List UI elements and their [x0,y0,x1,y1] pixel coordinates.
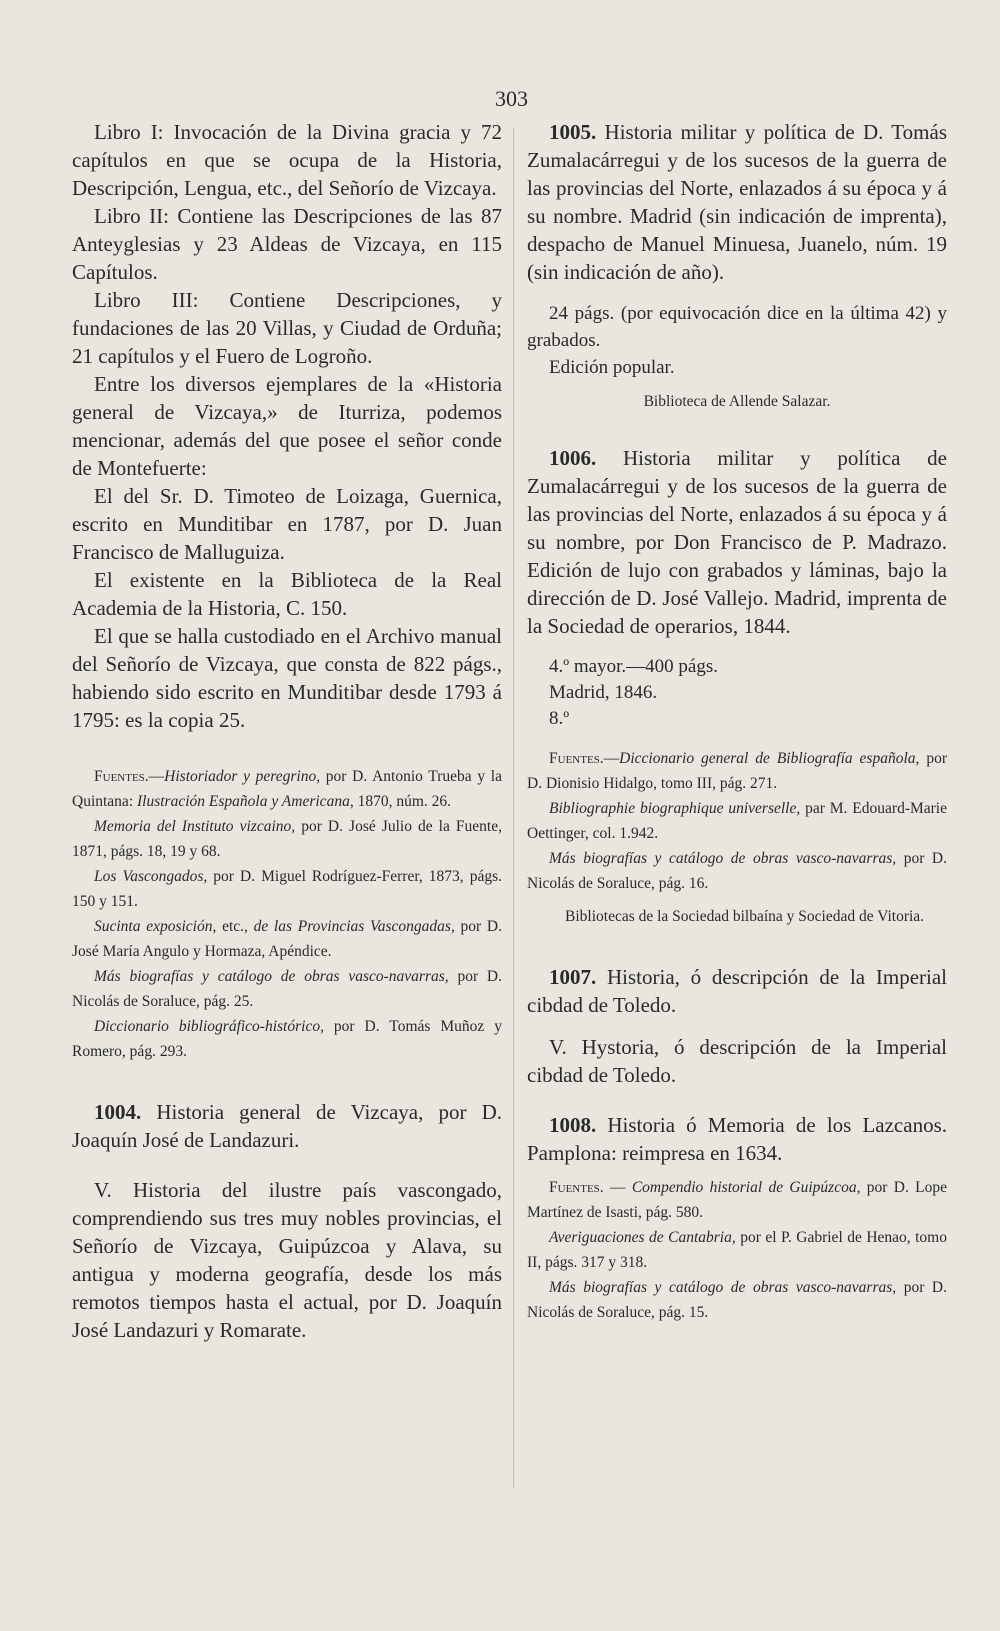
left-column [72,118,502,1344]
page-number: 303 [495,86,528,111]
entry-1007-body: V. Hystoria, ó descripción de la Imperial cibdad de Toledo. [527,1035,947,1087]
column-divider [513,128,514,1488]
fuente-1006-3: Más biografías y catálogo de obras vasco-navarras, por D. Nicolás de Soraluce, pág. 16. [527,850,948,892]
right-column [527,118,947,1325]
entry-1005 [527,118,947,414]
entry-1006-madrid: Madrid, 1846. [549,682,658,703]
entry-1008 [527,1111,947,1167]
fuente-1008-3: Más biografías y catálogo de obras vasco-navarras, por D. Nicolás de Soraluce, pág. 15. [527,1279,948,1321]
ejemplares-intro: Entre los diversos ejemplares de la «Historia general de Vizcaya,» de Iturriza, podemos mencionar, además del que posee el señor conde de Montefuerte: [72,372,502,480]
fuente-5: Más biografías y catálogo de obras vasco-navarras, por D. Nicolás de Soraluce, pág. 25. [72,968,503,1010]
fuente-1: Fuentes.—Historiador y peregrino, por D. Antonio Trueba y la Quintana: Ilustración Española y Americana, 1870, núm. 26. [72,768,502,810]
right-fuentes-1008 [527,1175,947,1325]
entry-1006-format: 4.º mayor.—400 págs. [549,656,718,677]
right-fuentes-1006 [527,746,947,929]
ejemplar-archivo: El que se halla custodiado en el Archivo manual del Señorío de Vizcaya, que consta de 822 págs., habiendo sido escrito en Munditibar desde 1793 á 1795: es la copia 25. [72,624,502,732]
ejemplar-loizaga: El del Sr. D. Timoteo de Loizaga, Guernica, escrito en Munditibar en 1787, por D. Juan Francisco de Malluguiza. [72,484,502,564]
fuente-2: Memoria del Instituto vizcaino, por D. José Julio de la Fuente, 1871, págs. 18, 19 y 68. [72,818,502,860]
entry-1005-biblioteca: Biblioteca de Allende Salazar. [643,393,831,410]
fuente-1008-2: Averiguaciones de Cantabria, por el P. Gabriel de Henao, tomo II, págs. 317 y 318. [527,1229,947,1271]
entry-1005-heading: 1005. Historia militar y política de D. Tomás Zumalacárregui y de los sucesos de la guerra de las provincias del Norte, enlazados á su época y á su nombre. Madrid (sin indicación de imprenta), despacho de Manuel Minuesa, Juanelo, núm. 19 (sin indicación de año). [527,120,947,284]
libro-1: Libro I: Invocación de la Divina gracia y 72 capítulos en que se ocupa de la Historia, Descripción, Lengua, etc., del Señorío de Vizcaya. [72,120,502,200]
fuente-4: Sucinta exposición, etc., de las Provincias Vascongadas, por D. José María Angulo y Hormaza, Apéndice. [72,918,502,960]
entry-1006-heading: 1006. Historia militar y política de Zumalacárregui y de los sucesos de la guerra de las provincias del Norte, enlazados á su época y á su nombre, por Don Francisco de P. Madrazo. Edición de lujo con grabados y láminas, bajo la dirección de D. José Vallejo. Madrid, imprenta de la Sociedad de operarios, 1844. [527,446,947,638]
entry-1007-heading: 1007. Historia, ó descripción de la Imperial cibdad de Toledo. [527,965,947,1017]
entry-1008-heading: 1008. Historia ó Memoria de los Lazcanos. Pamplona: reimpresa en 1634. [527,1113,947,1165]
fuente-6: Diccionario bibliográfico-histórico, por D. Tomás Muñoz y Romero, pág. 293. [72,1018,503,1060]
entry-1004-heading: 1004. Historia general de Vizcaya, por D. Joaquín José de Landazuri. [72,1100,502,1152]
left-fuentes [72,764,502,1064]
ejemplar-academia: El existente en la Biblioteca de la Real Academia de la Historia, C. 150. [72,568,502,620]
libro-3: Libro III: Contiene Descripciones, y fundaciones de las 20 Villas, y Ciudad de Orduña; 21 capítulos y el Fuero de Logroño. [72,288,502,368]
libro-2: Libro II: Contiene las Descripciones de las 87 Anteyglesias y 23 Aldeas de Vizcaya, en 115 Capítulos. [72,204,502,284]
entry-1005-edicion: Edición popular. [549,357,675,378]
fuente-1006-1: Fuentes.—Diccionario general de Bibliografía española, por D. Dionisio Hidalgo, tomo III, pág. 271. [527,750,947,792]
entry-1006-size: 8.º [549,708,570,729]
entry-1006 [527,444,947,732]
fuente-1008-1: Fuentes. — Compendio historial de Guipúzcoa, por D. Lope Martínez de Isasti, pág. 580. [527,1179,947,1221]
fuente-1006-2: Bibliographie biographique universelle, par M. Edouard-Marie Oettinger, col. 1.942. [527,800,947,842]
entry-1007 [527,963,947,1089]
entry-1006-bibliotecas: Bibliotecas de la Sociedad bilbaína y Sociedad de Vitoria. [565,908,925,925]
entry-1005-pags: 24 págs. (por equivocación dice en la última 42) y grabados. [527,303,947,351]
fuente-3: Los Vascongados, por D. Miguel Rodríguez-Ferrer, 1873, págs. 150 y 151. [72,868,502,910]
entry-1004-body: V. Historia del ilustre país vascongado, comprendiendo sus tres muy nobles provincias, el Señorío de Vizcaya, Guipúzcoa y Alava, su antigua y moderna geografía, desde los más remotos tiempos hasta el actual, por D. Joaquín José Landazuri y Romarate. [72,1178,502,1342]
entry-1004 [72,1098,502,1344]
